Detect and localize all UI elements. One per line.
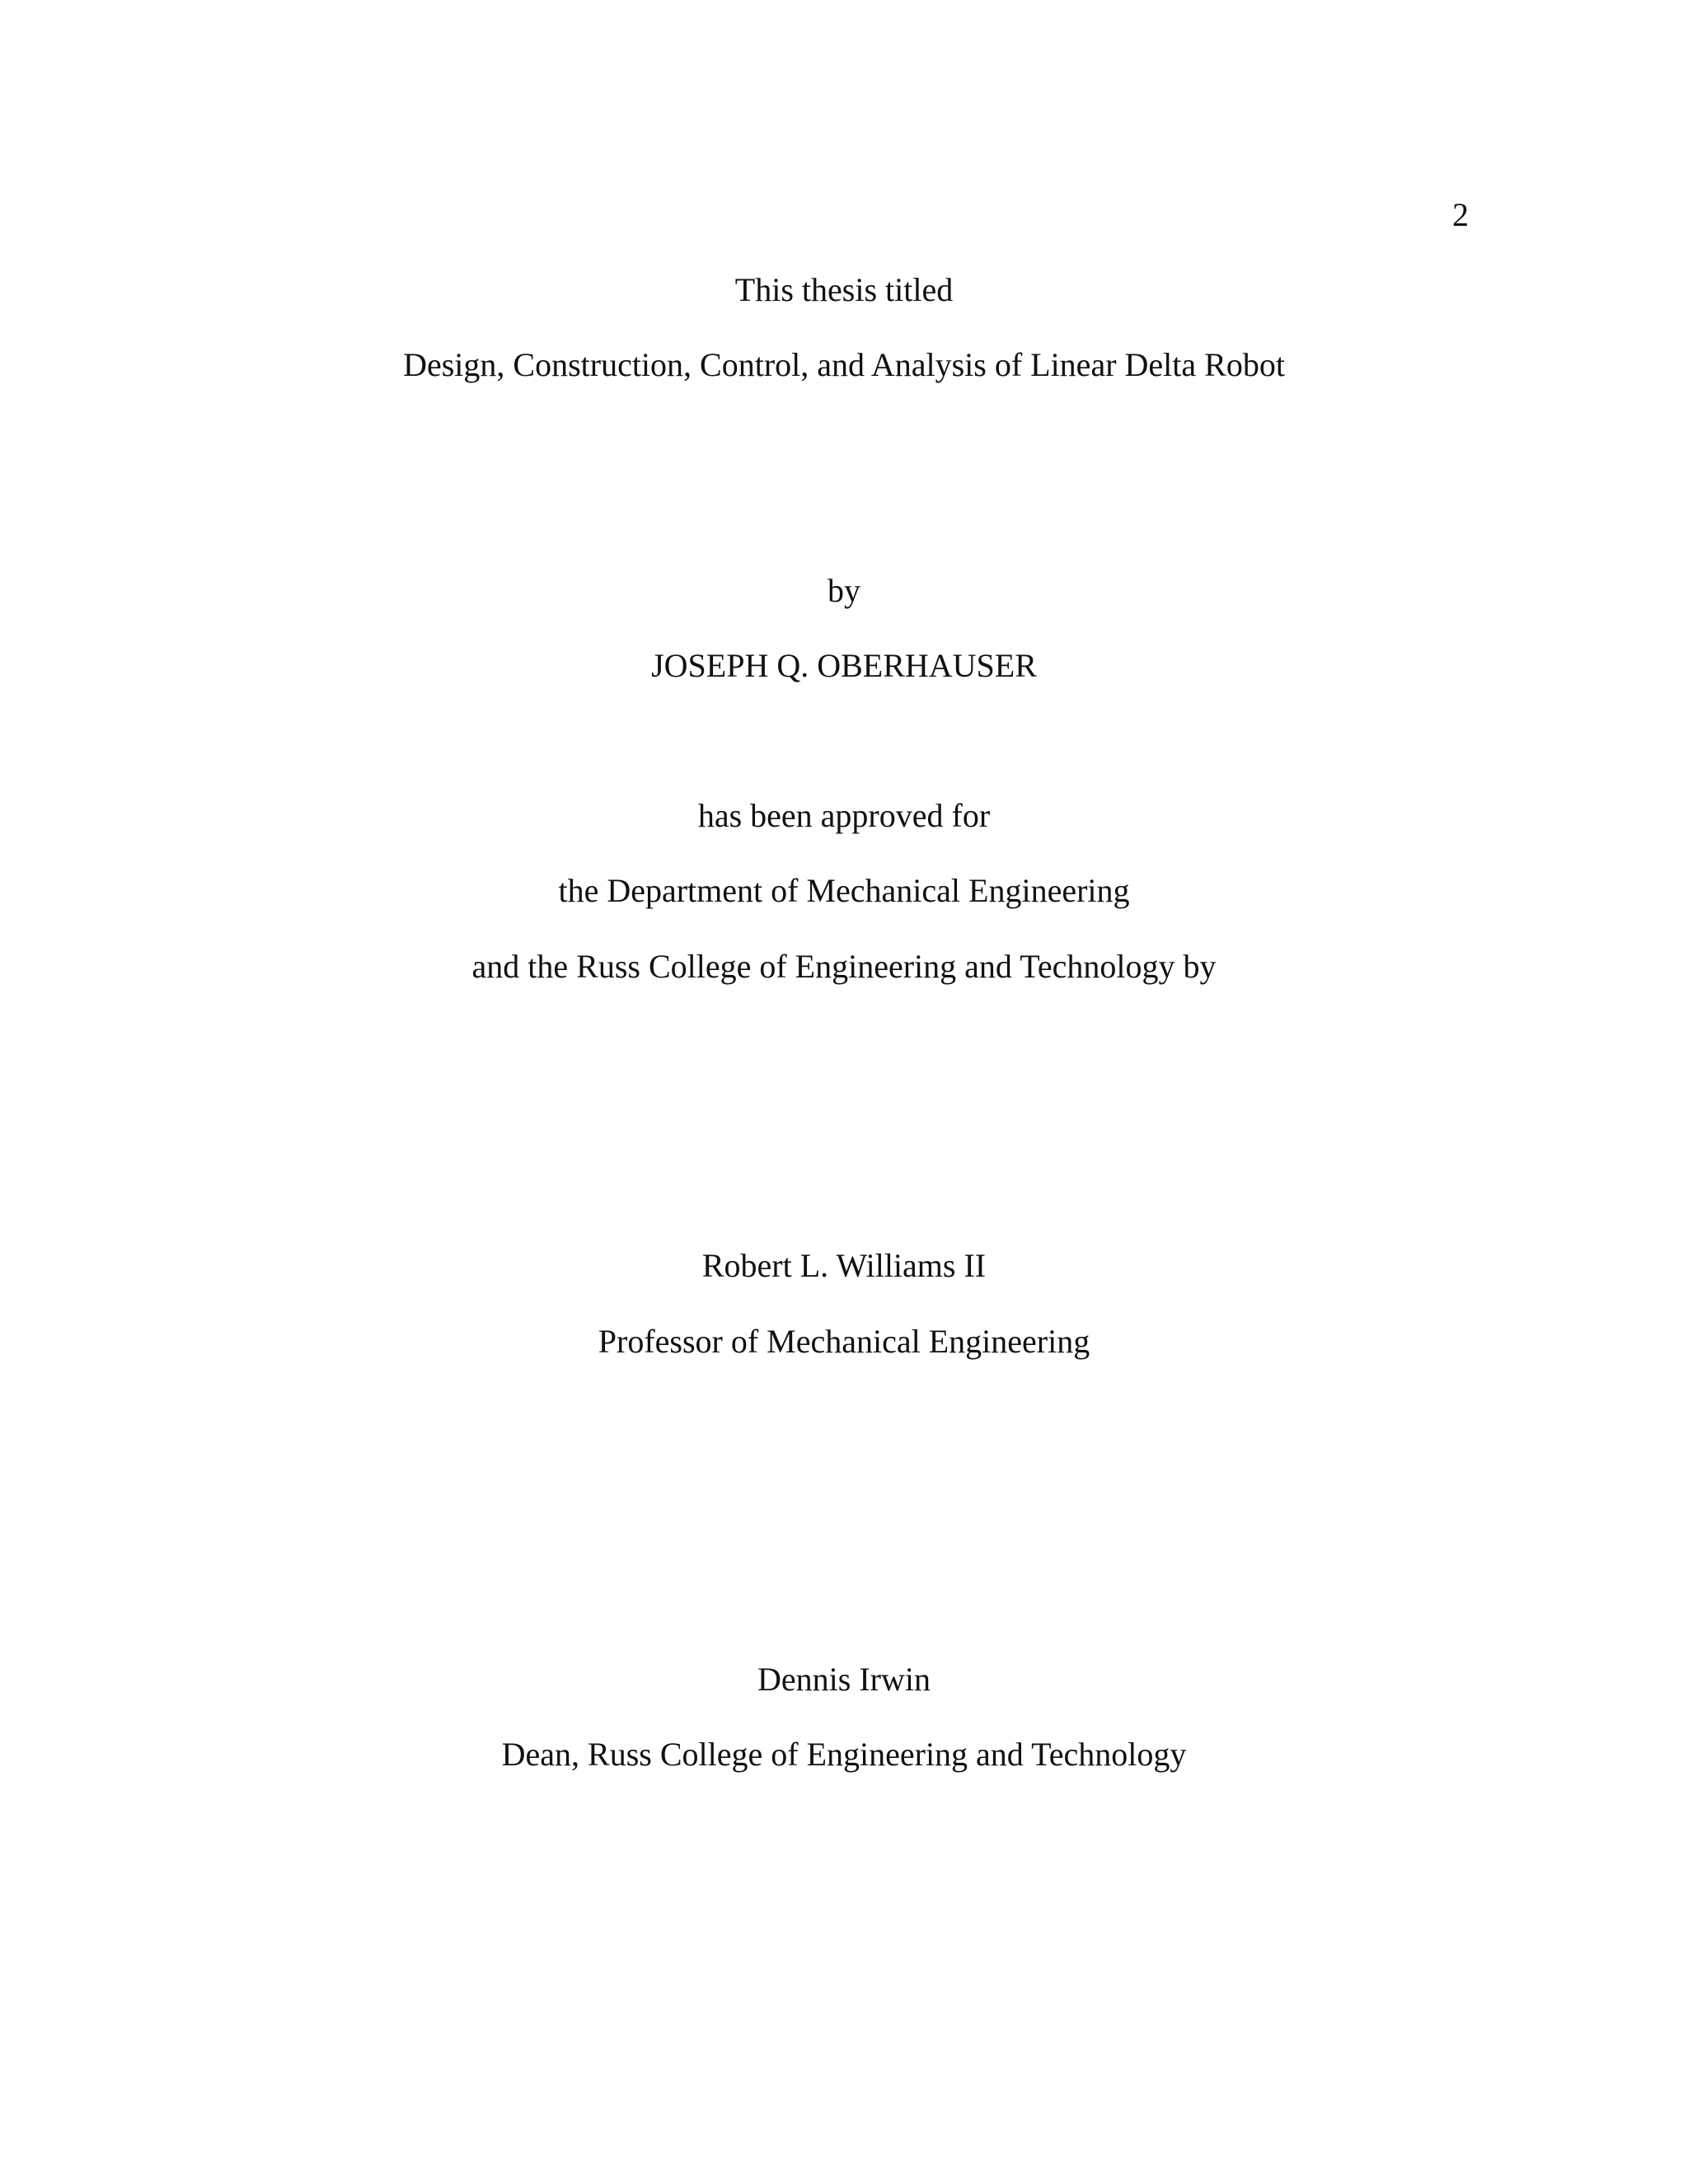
thesis-title: Design, Construction, Control, and Analysis of Linear Delta Robot bbox=[403, 346, 1285, 383]
dean-role: Dean, Russ College of Engineering and Technology bbox=[501, 1736, 1187, 1773]
thesis-intro-line: This thesis titled bbox=[734, 271, 954, 308]
page-number: 2 bbox=[1452, 196, 1469, 233]
advisor-name: Robert L. Williams II bbox=[701, 1247, 987, 1284]
approval-line-2: the Department of Mechanical Engineering bbox=[558, 872, 1130, 909]
dean-name: Dennis Irwin bbox=[757, 1661, 931, 1698]
approval-line-1: has been approved for bbox=[697, 797, 991, 834]
approval-line-3: and the Russ College of Engineering and Technology by bbox=[471, 948, 1217, 985]
advisor-role: Professor of Mechanical Engineering bbox=[598, 1323, 1090, 1360]
author-name: JOSEPH Q. OBERHAUSER bbox=[651, 647, 1037, 684]
by-line: by bbox=[828, 572, 860, 609]
